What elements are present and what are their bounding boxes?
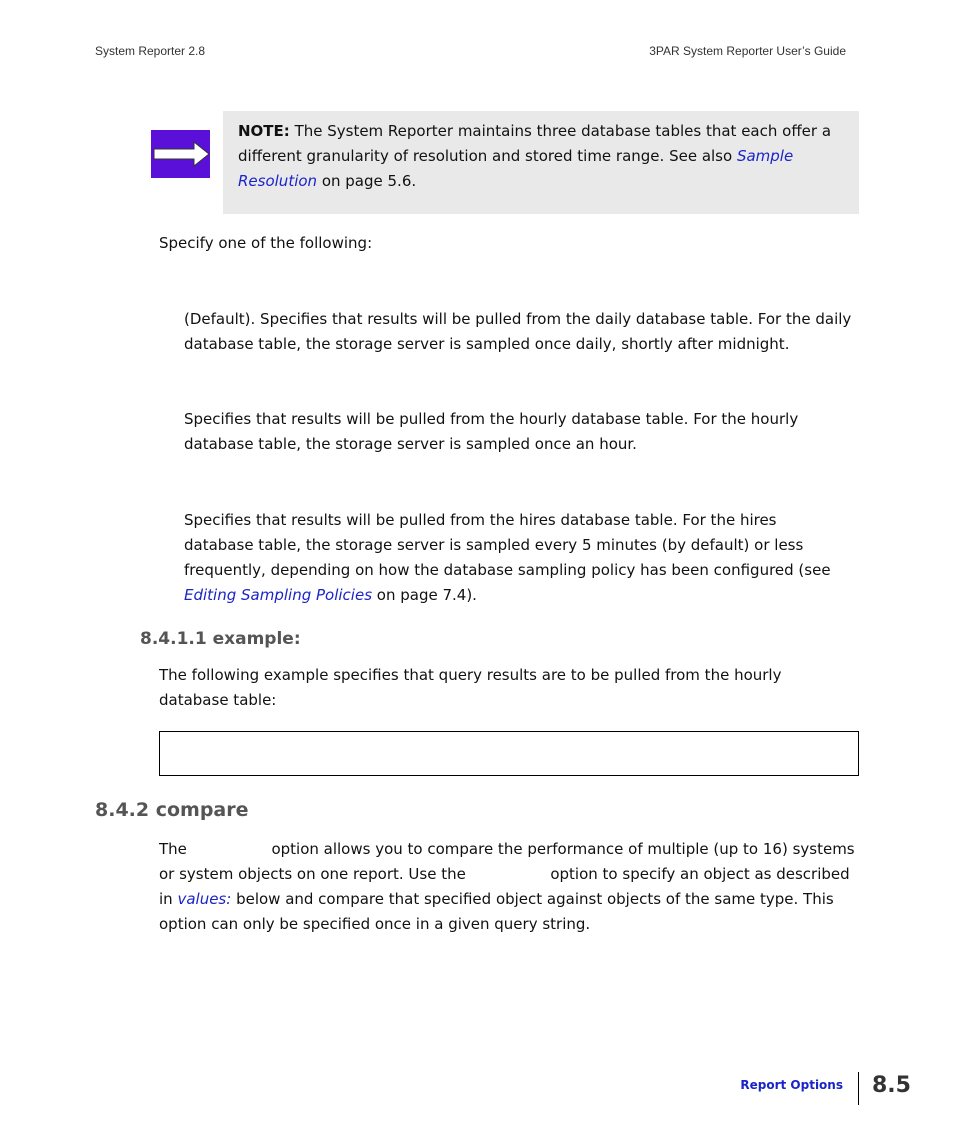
note-body-after: on page 5.6. xyxy=(317,172,417,190)
footer-section-title: Report Options xyxy=(740,1078,843,1092)
option-hires-description xyxy=(184,508,848,608)
example-text: The following example specifies that query results are to be pulled from the hourly database table: xyxy=(159,666,782,709)
editing-sampling-policies-link[interactable]: Editing Sampling Policies xyxy=(184,586,373,604)
compare-text-2: option allows you to compare the performance of multiple (up to 16) systems or system objects on one report. Use the xyxy=(159,840,855,883)
footer-divider xyxy=(858,1072,859,1105)
option-daily-description: (Default). Specifies that results will be pulled from the daily database table. For the daily database table, the storage server is sampled once daily, shortly after midnight. xyxy=(184,310,852,353)
option-hourly-description: Specifies that results will be pulled from the hourly database table. For the hourly database table, the storage server is sampled once an hour. xyxy=(184,410,799,453)
compare-text-3: option to specify an object as described in xyxy=(159,865,850,908)
header-left: System Reporter 2.8 xyxy=(95,44,206,58)
note-text xyxy=(238,119,838,194)
compare-text-4: below and compare that specified object against objects of the same type. This option can only be specified once in a given query string. xyxy=(159,890,834,933)
header-right: 3PAR System Reporter User’s Guide xyxy=(649,44,846,58)
page-number: 8.5 xyxy=(872,1073,911,1098)
note-label: NOTE: xyxy=(238,122,290,140)
values-link[interactable]: values: xyxy=(177,890,232,908)
option-hires-text-after: on page 7.4). xyxy=(372,586,477,604)
option-hires-text: Specifies that results will be pulled from the hires database table. For the hires database table, the storage server is sampled every 5 minutes (by default) or less frequently, depending on how the database sampling policy has been configured (see xyxy=(184,511,831,579)
note-body: The System Reporter maintains three database tables that each offer a different granularity of resolution and stored time range. See also xyxy=(238,122,832,165)
compare-text-1: The xyxy=(159,840,192,858)
compare-heading: 8.4.2 compare xyxy=(95,799,249,821)
compare-text xyxy=(159,837,859,937)
sample-resolution-link[interactable]: Sample Resolution xyxy=(238,147,794,190)
example-code-box xyxy=(159,731,859,776)
intro-text: Specify one of the following: xyxy=(159,234,373,252)
example-heading: 8.4.1.1 example: xyxy=(140,629,301,649)
arrow-right-icon xyxy=(151,130,210,178)
